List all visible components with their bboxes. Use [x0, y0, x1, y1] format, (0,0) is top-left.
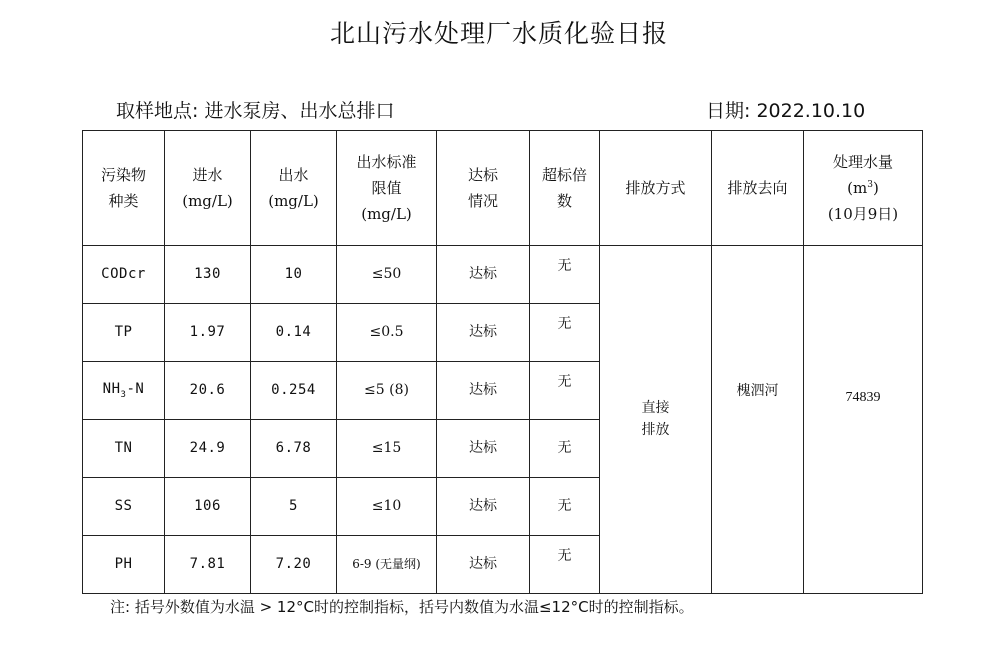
- influent-cell: 130: [165, 246, 251, 304]
- discharge-destination-cell: 槐泗河: [712, 246, 804, 594]
- sampling-location: 取样地点: 进水泵房、出水总排口: [116, 100, 395, 122]
- water-quality-table: [82, 130, 923, 594]
- table-header-row: [83, 131, 923, 246]
- effluent-cell: 7.20: [251, 536, 337, 594]
- effluent-cell: 10: [251, 246, 337, 304]
- limit-cell: ≤15: [337, 420, 437, 478]
- exceed-cell: 无: [530, 304, 600, 362]
- header-discharge-method: 排放方式: [600, 131, 712, 246]
- compliance-cell: 达标: [437, 362, 530, 420]
- exceed-cell: 无: [530, 362, 600, 420]
- exceed-cell: 无: [530, 536, 600, 594]
- header-exceed: 超标倍 数: [530, 131, 600, 246]
- exceed-cell: 无: [530, 246, 600, 304]
- header-flow: 处理水量 $(m^3)$ (10月9日): [804, 131, 923, 246]
- report-date: 日期: 2022.10.10: [706, 100, 866, 122]
- effluent-cell: 0.254: [251, 362, 337, 420]
- pollutant-cell: SS: [83, 478, 165, 536]
- compliance-cell: 达标: [437, 536, 530, 594]
- compliance-cell: 达标: [437, 420, 530, 478]
- exceed-cell: 无: [530, 420, 600, 478]
- header-compliance: 达标 情况: [437, 131, 530, 246]
- effluent-cell: 0.14: [251, 304, 337, 362]
- exceed-cell: 无: [530, 478, 600, 536]
- compliance-cell: 达标: [437, 478, 530, 536]
- limit-cell: ≤10: [337, 478, 437, 536]
- limit-cell: ≤0.5: [337, 304, 437, 362]
- compliance-cell: 达标: [437, 246, 530, 304]
- header-effluent: 出水 (mg/L): [251, 131, 337, 246]
- table-row: [83, 246, 923, 304]
- pollutant-cell: CODcr: [83, 246, 165, 304]
- discharge-method-cell: 直接 排放: [600, 246, 712, 594]
- header-influent: 进水 (mg/L): [165, 131, 251, 246]
- effluent-cell: 5: [251, 478, 337, 536]
- report-title: 北山污水处理厂水质化验日报: [329, 19, 668, 48]
- influent-cell: 1.97: [165, 304, 251, 362]
- influent-cell: 20.6: [165, 362, 251, 420]
- compliance-cell: 达标: [437, 304, 530, 362]
- header-pollutant: 污染物 种类: [83, 131, 165, 246]
- treated-volume-cell: 74839: [804, 246, 923, 594]
- pollutant-cell: PH: [83, 536, 165, 594]
- influent-cell: 7.81: [165, 536, 251, 594]
- pollutant-cell: $NH_3-N$: [83, 362, 165, 420]
- influent-cell: 106: [165, 478, 251, 536]
- effluent-cell: 6.78: [251, 420, 337, 478]
- footnote: 注: 括号外数值为水温 > 12°C时的控制指标，括号内数值为水温≤12°C时的控制指标。: [110, 598, 694, 616]
- limit-cell: ≤5 (8): [337, 362, 437, 420]
- limit-cell: ≤50: [337, 246, 437, 304]
- header-discharge-destination: 排放去向: [712, 131, 804, 246]
- header-limit: 出水标准 限值 (mg/L): [337, 131, 437, 246]
- pollutant-cell: TP: [83, 304, 165, 362]
- influent-cell: 24.9: [165, 420, 251, 478]
- pollutant-cell: TN: [83, 420, 165, 478]
- limit-cell: 6-9 (无量纲): [337, 536, 437, 594]
